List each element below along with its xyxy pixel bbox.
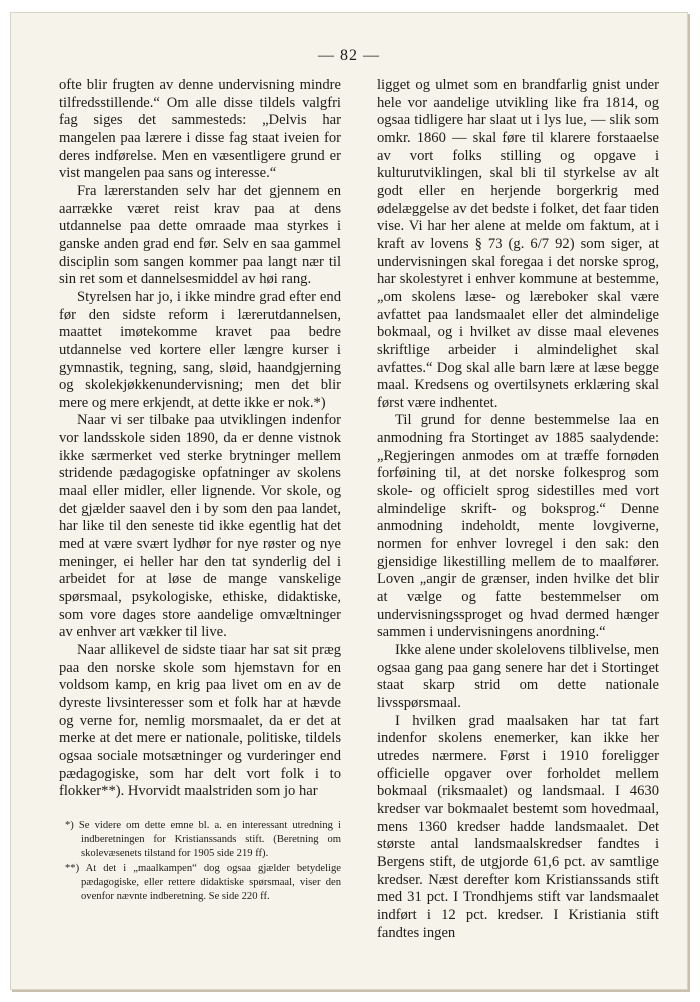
paragraph: Naar vi ser tilbake paa utviklingen indenfor vor landsskole siden 1890, da er denne vistnok ikke særmerket ved sterke brytninger mellem stridende pædagogiske opfatninger av skolens maal eller midler, eller lignende. Vor skole, og det gjælder saavel den i by som den paa landet, har like til den seneste tid ikke egentlig hat det med at være svært lydhør for nye røster og nye meninger, ei heller har den tat synderlig del i arbeidet for at løse de mange vanskelige spørsmaal, psykologiske, ethiske, didaktiske, som vore dages store aandelige omvæltninger av enhver art vækker til live. xyxy=(59,412,341,641)
paragraph: ligget og ulmet som en brandfarlig gnist under hele vor aandelige utvikling like fra 1814, og ogsaa tidligere har slaat ut i lys lue, — slik som omkr. 1860 — skal føre til klarere forstaaelse av vort folks stilling og opgave i kulturutviklingen, skal bli til styrkelse av alt godt eller en herjende borgerkrig med ødelæggelse av det bedste i folket, det faar tiden vise. Vi har her alene at melde om faktum, at i kraft av lovens § 73 (g. 6/7 92) som siger, at undervisningen skal foregaa i det norske sprog, har skolestyret i enhver kommune at bestemme, „om skolens læse- og læreboker skal være avfattet paa landsmaalet eller det almindelige bokmaal, og i hvilket av disse maal elevenes skriftlige arbeider i almindelighet skal avfattes.“ Dog skal alle barn lære at læse begge maal. Kredsens og overtilsynets erklæring skal først være indhentet. xyxy=(377,77,659,411)
footnotes xyxy=(59,819,341,904)
paragraph: I hvilken grad maalsaken har tat fart indenfor skolens enemerker, kan ikke her utredes nærmere. Først i 1910 foreligger officielle opgaver over forholdet mellem bokmaal (riksmaalet) og landsmaal. I 4630 kredser var bokmaalet bestemt som hovedmaal, mens 1360 kredser hadde landsmaalet. Det største antal landsmaalskredser fandtes i Bergens stift, de utgjorde 61,6 pct. av samtlige kredser. Næst derefter kom Kristianssands stift med 31 pct. I Trondhjems stift var landsmaalet indført i 12 pct. kredser. I Kristiania stift fandtes ingen xyxy=(377,712,659,941)
page-number: — 82 — xyxy=(318,47,380,64)
footnote: *) Se videre om dette emne bl. a. en interessant utredning i indberetningen for Kristianssands stift. (Beretning om skolevæsenets tilstand for 1905 side 219 ff). xyxy=(65,819,341,860)
right-column xyxy=(377,77,659,942)
footnote: **) At det i „maalkampen“ dog ogsaa gjælder betydelige pædagogiske, eller rettere didaktiske spørsmaal, viser den ovenfor nævnte indberetning. Se side 220 ff. xyxy=(65,862,341,902)
paragraph: Ikke alene under skolelovens tilblivelse, men ogsaa gang paa gang senere har det i Stortinget staat skarp strid om dette nationale livsspørsmaal. xyxy=(377,642,659,711)
paragraph: Til grund for denne bestemmelse laa en anmodning fra Stortinget av 1885 saalydende: „Regjeringen anmodes om at træffe fornøden forføining til, at det norske folkesprog som skole- og officielt sprog sidestilles med vort almindelige skrift- og boksprog.“ Denne anmodning indeholdt, mente lovgiverne, normen for enhver lovregel i den sak: den gjensidige likestilling mellem de to maalfører. Loven „angir de grænser, inden hvilke det blir at vælge og fatte bestemmelser om undervisningssproget og hvad dermed hænger sammen i undervisningens anordning.“ xyxy=(377,412,659,641)
document-page xyxy=(10,12,688,990)
paragraph: Naar allikevel de sidste tiaar har sat sit præg paa den norske skole som hjemstavn for en voldsom kamp, en krig paa livet om en av de dyreste livsinteresser som et folk har at hævde og verne for, nemlig morsmaalet, da er det at merke at det mere er nationale, politiske, tildels ogsaa sociale motsætninger og vurderinger end pædagogiske, som har delt vort folk i to flokker**). Hvorvidt maalstriden som jo har xyxy=(59,642,341,800)
paragraph: Fra lærerstanden selv har det gjennem en aarrække været reist krav paa at dens utdannelse paa dette omraade maa styrkes i ganske anden grad end før. Selv en saa gammel disciplin som sangen kommer paa langt nær til sin ret som et dannelsesmiddel av høi rang. xyxy=(59,182,341,288)
paragraph: ofte blir frugten av denne undervisning mindre tilfredsstillende.“ Om alle disse tildels valgfri fag siges det sammesteds: „Delvis har mangelen paa lærere i disse fag staat iveien for deres indførelse. Men en væsentligere grund er vist mangelen paa sans og interesse.“ xyxy=(59,77,341,182)
left-column xyxy=(59,77,341,904)
paragraph: Styrelsen har jo, i ikke mindre grad efter end før den sidste reform i lærerutdannelsen, maattet imøtekomme kravet paa bedre utdannelse ved kortere eller længre kurser i gymnastik, tegning, sang, sløid, haandgjerning og skolekjøkkenundervisning; men det blir mere og mere erkjendt, at dette ikke er nok.*) xyxy=(59,288,341,411)
